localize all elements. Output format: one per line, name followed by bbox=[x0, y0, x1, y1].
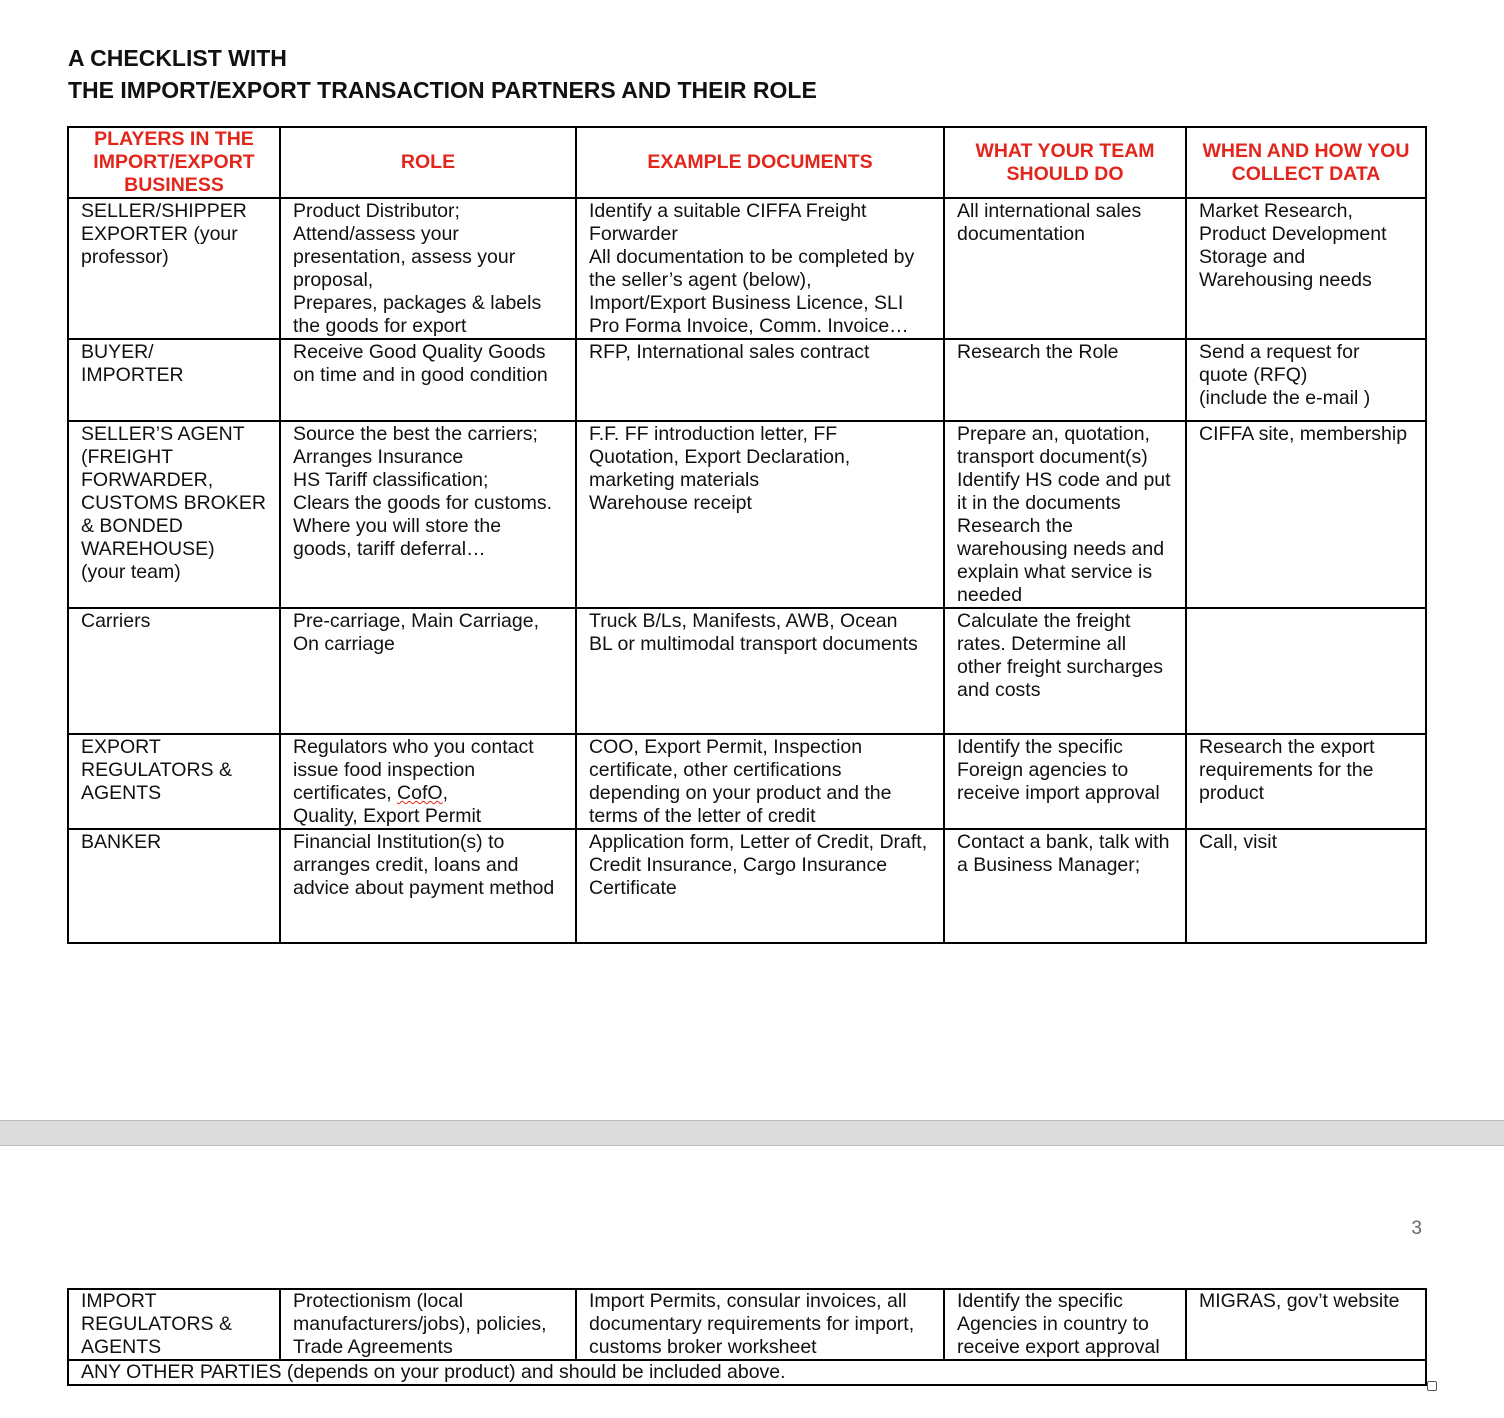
role-cell: Receive Good Quality Goods on time and in good condition bbox=[280, 339, 576, 421]
team-cell: Contact a bank, talk with a Business Manager; bbox=[944, 829, 1186, 943]
table-row bbox=[68, 421, 1426, 608]
documents-cell: Identify a suitable CIFFA Freight Forwarder All documentation to be completed by the seller’s agent (below), Import/Export Business Licence, SLI Pro Forma Invoice, Comm. Invoice… bbox=[576, 198, 944, 339]
other-parties-row bbox=[68, 1360, 1426, 1385]
page-break bbox=[0, 1120, 1504, 1146]
player-cell: EXPORT REGULATORS & AGENTS bbox=[68, 734, 280, 829]
checklist-table bbox=[67, 126, 1427, 944]
documents-cell: Truck B/Ls, Manifests, AWB, Ocean BL or multimodal transport documents bbox=[576, 608, 944, 734]
collect-cell: MIGRAS, gov’t website bbox=[1186, 1289, 1426, 1360]
team-cell: Identify the specific Agencies in country to receive export approval bbox=[944, 1289, 1186, 1360]
documents-cell: COO, Export Permit, Inspection certificate, other certifications depending on your product and the terms of the letter of credit bbox=[576, 734, 944, 829]
checklist-table-continued bbox=[67, 1288, 1427, 1386]
player-cell: Carriers bbox=[68, 608, 280, 734]
team-cell: All international sales documentation bbox=[944, 198, 1186, 339]
header-role: ROLE bbox=[280, 127, 576, 198]
collect-cell: Call, visit bbox=[1186, 829, 1426, 943]
table-row bbox=[68, 829, 1426, 943]
spellcheck-word: CofO bbox=[397, 782, 443, 804]
title-line-1: A CHECKLIST WITH bbox=[68, 45, 287, 71]
table-row bbox=[68, 1289, 1426, 1360]
team-cell: Prepare an, quotation, transport document(s) Identify HS code and put it in the documents Research the warehousing needs and explain what service is needed bbox=[944, 421, 1186, 608]
collect-cell: Send a request for quote (RFQ) (include the e-mail ) bbox=[1186, 339, 1426, 421]
team-cell: Calculate the freight rates. Determine all other freight surcharges and costs bbox=[944, 608, 1186, 734]
table-resize-handle[interactable] bbox=[1427, 1381, 1437, 1391]
other-parties-cell: ANY OTHER PARTIES (depends on your product) and should be included above. bbox=[68, 1360, 1426, 1385]
documents-cell: F.F. FF introduction letter, FF Quotation, Export Declaration, marketing materials Warehouse receipt bbox=[576, 421, 944, 608]
role-cell: Financial Institution(s) to arranges credit, loans and advice about payment method bbox=[280, 829, 576, 943]
player-cell: IMPORT REGULATORS & AGENTS bbox=[68, 1289, 280, 1360]
team-cell: Identify the specific Foreign agencies to receive import approval bbox=[944, 734, 1186, 829]
role-cell: Pre-carriage, Main Carriage, On carriage bbox=[280, 608, 576, 734]
table-row bbox=[68, 608, 1426, 734]
collect-cell: CIFFA site, membership bbox=[1186, 421, 1426, 608]
table-row bbox=[68, 339, 1426, 421]
table-row bbox=[68, 734, 1426, 829]
role-cell: Product Distributor; Attend/assess your presentation, assess your proposal, Prepares, packages & labels the goods for export bbox=[280, 198, 576, 339]
header-team-should-do: WHAT YOUR TEAM SHOULD DO bbox=[944, 127, 1186, 198]
documents-cell: Import Permits, consular invoices, all documentary requirements for import, customs broker worksheet bbox=[576, 1289, 944, 1360]
header-example-documents: EXAMPLE DOCUMENTS bbox=[576, 127, 944, 198]
header-collect-data: WHEN AND HOW YOU COLLECT DATA bbox=[1186, 127, 1426, 198]
role-cell: Protectionism (local manufacturers/jobs), policies, Trade Agreements bbox=[280, 1289, 576, 1360]
role-cell: Regulators who you contact issue food inspection certificates, CofO, Quality, Export Permit bbox=[280, 734, 576, 829]
table-row bbox=[68, 198, 1426, 339]
collect-cell bbox=[1186, 608, 1426, 734]
player-cell: SELLER/SHIPPER EXPORTER (your professor) bbox=[68, 198, 280, 339]
documents-cell: Application form, Letter of Credit, Draft, Credit Insurance, Cargo Insurance Certificate bbox=[576, 829, 944, 943]
player-cell: BANKER bbox=[68, 829, 280, 943]
page-number: 3 bbox=[1411, 1218, 1422, 1239]
documents-cell: RFP, International sales contract bbox=[576, 339, 944, 421]
collect-cell: Research the export requirements for the product bbox=[1186, 734, 1426, 829]
collect-cell: Market Research, Product Development Storage and Warehousing needs bbox=[1186, 198, 1426, 339]
role-cell: Source the best the carriers; Arranges Insurance HS Tariff classification; Clears the goods for customs. Where you will store the goods, tariff deferral… bbox=[280, 421, 576, 608]
header-players: PLAYERS IN THE IMPORT/EXPORT BUSINESS bbox=[68, 127, 280, 198]
team-cell: Research the Role bbox=[944, 339, 1186, 421]
document-title bbox=[68, 42, 817, 106]
player-cell: BUYER/ IMPORTER bbox=[68, 339, 280, 421]
player-cell: SELLER’S AGENT (FREIGHT FORWARDER, CUSTOMS BROKER & BONDED WAREHOUSE) (your team) bbox=[68, 421, 280, 608]
header-row bbox=[68, 127, 1426, 198]
title-line-2: THE IMPORT/EXPORT TRANSACTION PARTNERS AND THEIR ROLE bbox=[68, 77, 817, 103]
